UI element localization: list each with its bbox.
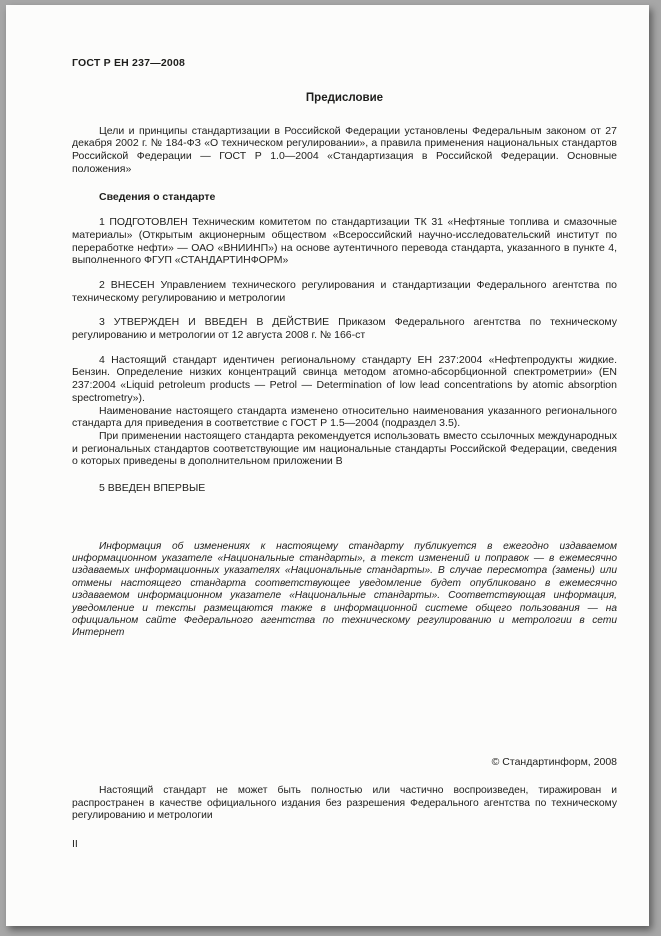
- standard-info-item-2: 2 ВНЕСЕН Управлением технического регулирования и стандартизации Федерального агентства по техническому регулированию и метрологии: [72, 278, 617, 304]
- publication-info-note: Информация об изменениях к настоящему стандарту публикуется в ежегодно издаваемом информационном указателе «Национальные стандарты», а текст изменений и поправок — в ежемесячно издаваемых информационных указателях «Национальные стандарты». В случае пересмотра (замены) или отмены настоящего стандарта соответствующее уведомление будет опубликовано в ежемесячно издаваемом информационном указателе «Национальные стандарты». Соответствующая информация, уведомление и тексты размещаются также в информационной системе общего пользования — на официальном сайте Федерального агентства по техническому регулированию и метрологии в сети Интернет: [72, 540, 617, 639]
- standard-info-item-5: 5 ВВЕДЕН ВПЕРВЫЕ: [99, 482, 206, 495]
- copyright-line: © Стандартинформ, 2008: [491, 755, 617, 768]
- section-heading: Сведения о стандарте: [99, 191, 216, 204]
- item-4-note-2: При применении настоящего стандарта рекомендуется использовать вместо ссылочных международных и региональных стандартов соответствующие им национальные стандарты Российской Федерации, сведения о которых приведены в дополнительном приложении В: [72, 429, 617, 468]
- document-page: [6, 5, 649, 926]
- standard-info-item-1: 1 ПОДГОТОВЛЕН Техническим комитетом по стандартизации ТК 31 «Нефтяные топлива и смазочные материалы» (Открытым акционерным обществом «Всероссийский научно-исследовательский институт по переработке нефти» — ОАО «ВНИИНП») на основе аутентичного перевода стандарта, указанного в пункте 4, выполненного ФГУП «СТАНДАРТИНФОРМ»: [72, 216, 617, 267]
- intro-paragraph: Цели и принципы стандартизации в Российской Федерации установлены Федеральным законом от 27 декабря 2002 г. № 184-ФЗ «О техническом регулировании», а правила применения национальных стандартов Российской Федерации — ГОСТ Р 1.0—2004 «Стандартизация в Российской Федерации. Основные положения»: [72, 124, 617, 175]
- page-number: II: [72, 837, 78, 850]
- distribution-restriction-note: Настоящий стандарт не может быть полностью или частично воспроизведен, тиражирован и распространен в качестве официального издания без разрешения Федерального агентства по техническому регулированию и метрологии: [72, 785, 617, 822]
- document-content: [72, 57, 617, 906]
- document-number: ГОСТ Р ЕН 237—2008: [72, 57, 186, 69]
- standard-info-item-4: 4 Настоящий стандарт идентичен региональному стандарту ЕН 237:2004 «Нефтепродукты жидкие. Бензин. Определение низких концентраций свинца методом атомно-абсорбционной спектрометрии» (EN 237:2004 «Liquid petroleum products — Petrol — Determination of low lead concentrations by atomic absorption spectrometry»).: [72, 353, 617, 404]
- page-title: Предисловие: [305, 91, 384, 104]
- item-4-note-1: Наименование настоящего стандарта изменено относительно наименования указанного регионального стандарта для приведения в соответствие с ГОСТ Р 1.5—2004 (подраздел 3.5).: [72, 404, 617, 430]
- standard-info-item-3: 3 УТВЕРЖДЕН И ВВЕДЕН В ДЕЙСТВИЕ Приказом Федерального агентства по техническому регулированию и метрологии от 12 августа 2008 г. № 166-ст: [72, 316, 617, 342]
